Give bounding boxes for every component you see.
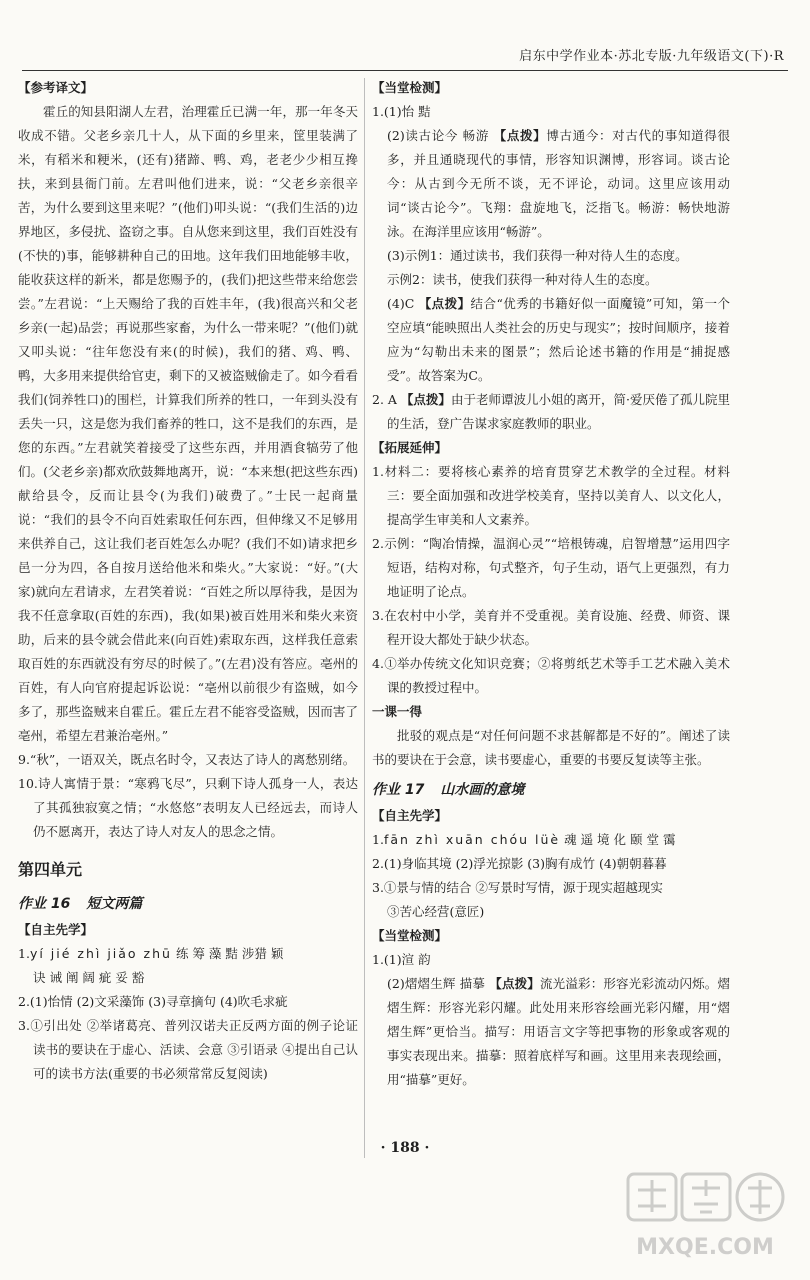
unit-title: 第四单元	[18, 860, 83, 879]
answer-number: 1.	[372, 832, 384, 847]
one-lesson-heading: 一课一得	[372, 704, 423, 719]
tip-text: 博古通今：对古代的事知道得很多，并且通晓现代的事情，形容知识渊博，形容词。谈古论今：从古到今无所不谈，无不评论，动词。这里应该用动词“谈古论今”。飞翔：盘旋地飞，泛指飞。畅游：畅快地游泳。在海洋里应该用“畅游”。	[387, 128, 730, 239]
tip-label: 【点拨】	[418, 296, 471, 311]
answer-text: 2. A	[372, 392, 397, 407]
self-study-answer-1	[18, 942, 358, 966]
answer-number: 1.	[18, 946, 30, 961]
tip-text: 流光溢彩：形容光彩流动闪烁。熠熠生辉：形容光彩闪耀。此处用来形容绘画光彩闪耀，用“熠熠生辉”更恰当。描写：用语言文字等把事物的形象或客观的事实表现出来。描摹：照着底样写和画。这里用来表现绘画，用“描摹”更好。	[387, 976, 730, 1087]
one-lesson-text: 批驳的观点是“对任何问题不求甚解都是不好的”。阐述了读书的要诀在于会意，读书要虚心，重要的书要反复读等主张。	[372, 728, 730, 767]
tip-label: 【点拨】	[400, 392, 451, 407]
reference-translation-text: 霍丘的知县阳湖人左君，治理霍丘已满一年，那一年冬天收成不错。父老乡亲几十人，从下面的乡里来，筐里装满了米，有稻米和粳米，(还有)猪蹄、鸭、鸡，老老少少相互搀扶，来到县衙门前。左君叫他们进来，说：“父老乡亲很辛苦，为什么要到这里来呢？”(他们)叩头说：“(我们生活的)边界地区，多侵扰、盗窃之事。自从您来到这里，我们百姓没有(不快的)事，能够耕种自己的田地。这年我们田地能够丰收，能收获这样的新米，都是您赐予的，(我们)把这些带来给您尝尝。”左君说：“上天赐给了我的百姓丰年，(我)很高兴和父老乡亲(一起)品尝；再说那些家畜，为什么一带来呢？”(他们)就又叩头说：“往年您没有来(的时候)，我们的猪、鸡、鸭、鸭，大多用来提供给官吏，剩下的又被盗贼偷走了。如今看看我们(饲养牲口)的围栏，计算我们所养的牲口，一年到头没有丢失一只，这是您为我们畜养的牲口，这不是我们的东西，是您的东西。”左君就笑着接受了这些东西，并用酒食犒劳了他们。(父老乡亲)都欢欣鼓舞地离开，说：“本来想(把这些东西)献给县令，反而让县令(为我们)破费了。”士民一起商量说：“我们的县令不向百姓索取任何东西，但伸缘又不足够用来供养自己，这让我们老百姓怎么办呢？(我们不如)请求把乡邑一分为四，各自按月送给他米和柴火。”大家说：“好。”(大家)就向左君请求，左君笑着说：“百姓之所以厚待我，是因为我不任意拿取(百姓的东西)，我(如果)被百姓用米和柴火来资助，后来的县令就会借此来(向百姓)索取东西，这样我任意索取百姓的东西就没有穷尽的时候了。”(左君)没有答应。亳州的百姓，有人向官府提起诉讼说：“亳州以前很少有盗贼，如今多了，那些盗贼来自霍丘。霍丘左君不能容受盗贼，因而害了亳州，希望左君兼治亳州。”	[18, 104, 358, 743]
homework-16-name: 短文两篇	[86, 896, 143, 912]
watermark-text: MXQE.COM	[636, 1235, 774, 1260]
self-study-answer-3: 3.①引出处 ②举诸葛亮、普列汉诺夫正反两方面的例子论证读书的要诀在于虚心、活读、会意 ③引语录 ④提出自己认可的读书方法(重要的书必须常常反复阅读)	[18, 1018, 358, 1081]
column-divider	[364, 78, 365, 1158]
answer-text: (2)熠熠生辉 描摹	[387, 976, 486, 991]
homework-17-number: 作业 17	[372, 782, 425, 798]
book-title: 启东中学作业本·苏北专版·九年级语文(下)·R	[519, 49, 784, 64]
self-study-heading-17: 【自主先学】	[372, 808, 448, 823]
extension-answer-3: 3.在农村中小学，美育并不受重视。美育设施、经费、师资、课程开设大都处于缺少状态。	[372, 608, 730, 647]
hw17-answer-3b: ③苦心经营(意匠)	[387, 904, 485, 919]
class-check-1-1: 1.(1)怡 黠	[372, 104, 431, 119]
answer-9: 9.“秋”，一语双关，既点名时令，又表达了诗人的离愁别绪。	[18, 752, 356, 767]
extension-answer-4: 4.①举办传统文化知识竞赛；②将剪纸艺术等手工艺术融入美术课的教授过程中。	[372, 656, 730, 695]
page-number: · 188 ·	[380, 1140, 430, 1156]
answer-10: 10.诗人寓情于景：“寒鸦飞尽”，只剩下诗人孤身一人，表达了其孤独寂寞之情；“水悠悠”表明友人已经远去，而诗人仍不愿离开，表达了诗人对友人的思念之情。	[18, 776, 358, 839]
tip-label: 【点拨】	[493, 128, 547, 143]
extension-answer-2: 2.示例：“陶冶情操，温润心灵”“培根铸魂，启智增慧”运用四字短语，结构对称，句式整齐，句子生动，语气上更强烈，有力地证明了论点。	[372, 536, 730, 599]
hw17-answer-3a: 3.①景与情的结合 ②写景时写情，源于现实超越现实	[372, 880, 663, 895]
class-check-1-3b: 示例2：读书，使我们获得一种对待人生的态度。	[387, 272, 658, 287]
answer-text: (4)C	[387, 296, 415, 311]
answer-text: (2)读古论今 畅游	[387, 128, 490, 143]
extension-heading: 【拓展延伸】	[372, 440, 448, 455]
right-column	[372, 76, 730, 1160]
class-check-2	[372, 388, 730, 436]
page-header	[22, 34, 788, 71]
class-check-heading: 【当堂检测】	[372, 80, 448, 95]
homework-17-title	[372, 776, 730, 804]
hw17-answer-1	[372, 828, 730, 852]
pinyin-answers: fān zhì xuān chóu lüè	[383, 832, 561, 847]
left-column	[18, 76, 358, 1160]
homework-16-title	[18, 890, 358, 918]
hw17-check-1-1: 1.(1)渲 韵	[372, 952, 431, 967]
tip-text: 结合“优秀的书籍好似一面魔镜”可知，第一个空应填“能映照出人类社会的历史与现实”；按时间顺序，接着应为“勾勒出未来的图景”；然后论述书籍的作用是“捕捉感受”。故答案为C。	[387, 296, 730, 383]
homework-16-number: 作业 16	[18, 896, 71, 912]
self-study-answer-1-line2: 诀 诫 阐 阔 疵 妥 豁	[33, 970, 145, 985]
character-answers: 魂 遥 境 化 颐 堂 霭	[564, 832, 676, 847]
hw17-check-1-2	[372, 972, 730, 1092]
tip-text: 由于老师谭波儿小姐的离开，简·爱厌倦了孤儿院里的生活，登广告谋求家庭教师的职业。	[387, 392, 730, 431]
homework-17-name: 山水画的意境	[440, 782, 525, 798]
hw17-answer-2: 2.(1)身临其境 (2)浮光掠影 (3)胸有成竹 (4)朝朝暮暮	[372, 856, 667, 871]
reference-translation-heading: 【参考译文】	[18, 80, 94, 95]
self-study-heading: 【自主先学】	[18, 922, 94, 937]
class-check-1-2	[372, 124, 730, 244]
pinyin-answers: yí jié zhì jiǎo zhū	[29, 946, 172, 961]
self-study-answer-2: 2.(1)怡情 (2)文采藻饰 (3)寻章摘句 (4)吹毛求疵	[18, 994, 288, 1009]
class-check-heading-17: 【当堂检测】	[372, 928, 448, 943]
tip-label: 【点拨】	[489, 976, 540, 991]
character-answers: 练 筹 藻 黠 涉猎 颖	[175, 946, 284, 961]
watermark-logo	[620, 1166, 790, 1266]
class-check-1-4	[372, 292, 730, 388]
extension-answer-1: 1.材料二：要将核心素养的培育贯穿艺术教学的全过程。材料三：要全面加强和改进学校美育，坚持以美育人、以文化人，提高学生审美和人文素养。	[372, 464, 730, 527]
class-check-1-3a: (3)示例1：通过读书，我们获得一种对待人生的态度。	[387, 248, 688, 263]
